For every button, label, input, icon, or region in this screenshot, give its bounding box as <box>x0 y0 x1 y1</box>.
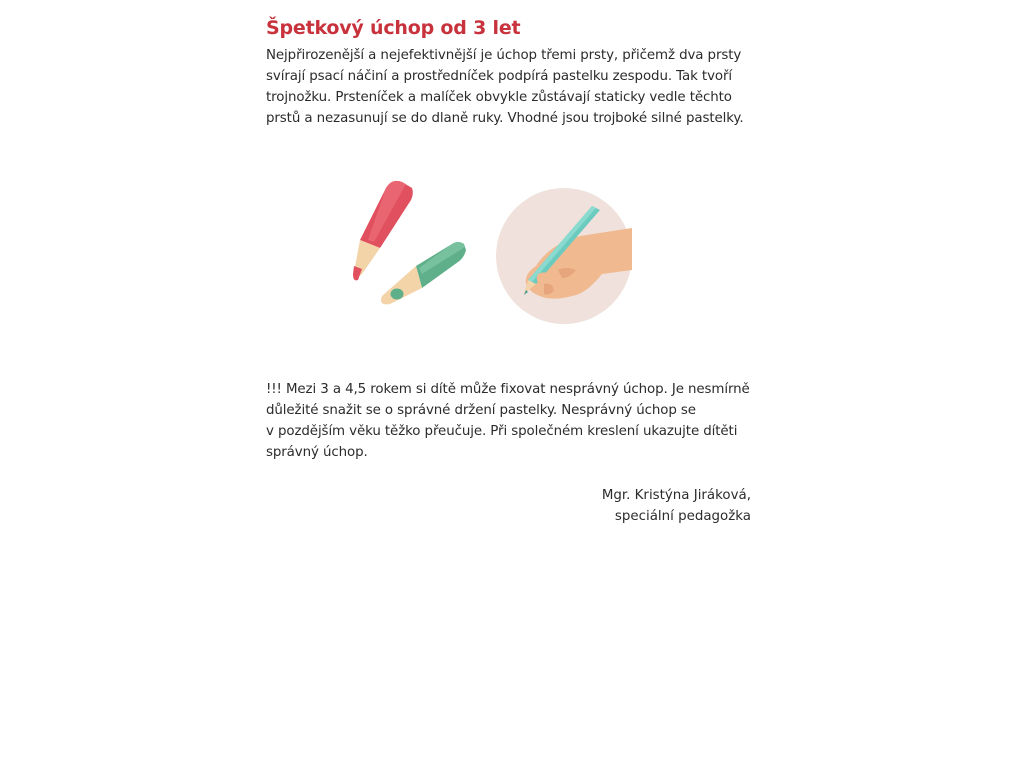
section-title: Špetkový úchop od 3 let <box>266 17 521 39</box>
body-line: prstů a nezasunují se do dlaně ruky. Vhodné jsou trojboké silné pastelky. <box>266 111 744 126</box>
green-crayon-icon <box>381 242 466 304</box>
warning-note <box>266 379 756 463</box>
author-name: Mgr. Kristýna Jiráková, <box>601 488 751 503</box>
body-line: svírají psací náčiní a prostředníček podpírá pastelku zespodu. Tak tvoří <box>266 69 733 84</box>
body-line: Nejpřirozenější a nejefektivnější je úchop třemi prsty, přičemž dva prsty <box>266 48 742 63</box>
note-line: v pozdějším věku těžko přeučuje. Při společném kreslení ukazujte dítěti <box>266 424 738 439</box>
body-line: trojnožku. Prsteníček a malíček obvykle zůstávají staticky vedle těchto <box>266 90 732 105</box>
note-line: důležité snažit se o správné držení pastelky. Nesprávný úchop se <box>266 403 696 418</box>
hand-holding-pencil-icon <box>496 188 632 324</box>
main-section <box>266 14 756 129</box>
note-line: správný úchop. <box>266 445 368 460</box>
note-line: !!! Mezi 3 a 4,5 rokem si dítě může fixovat nesprávný úchop. Je nesmírně <box>266 382 750 397</box>
red-crayon-icon <box>353 181 413 281</box>
section-body <box>266 45 756 129</box>
author-role: speciální pedagožka <box>614 509 751 524</box>
author-signature <box>602 485 751 527</box>
grip-illustration <box>340 170 650 340</box>
